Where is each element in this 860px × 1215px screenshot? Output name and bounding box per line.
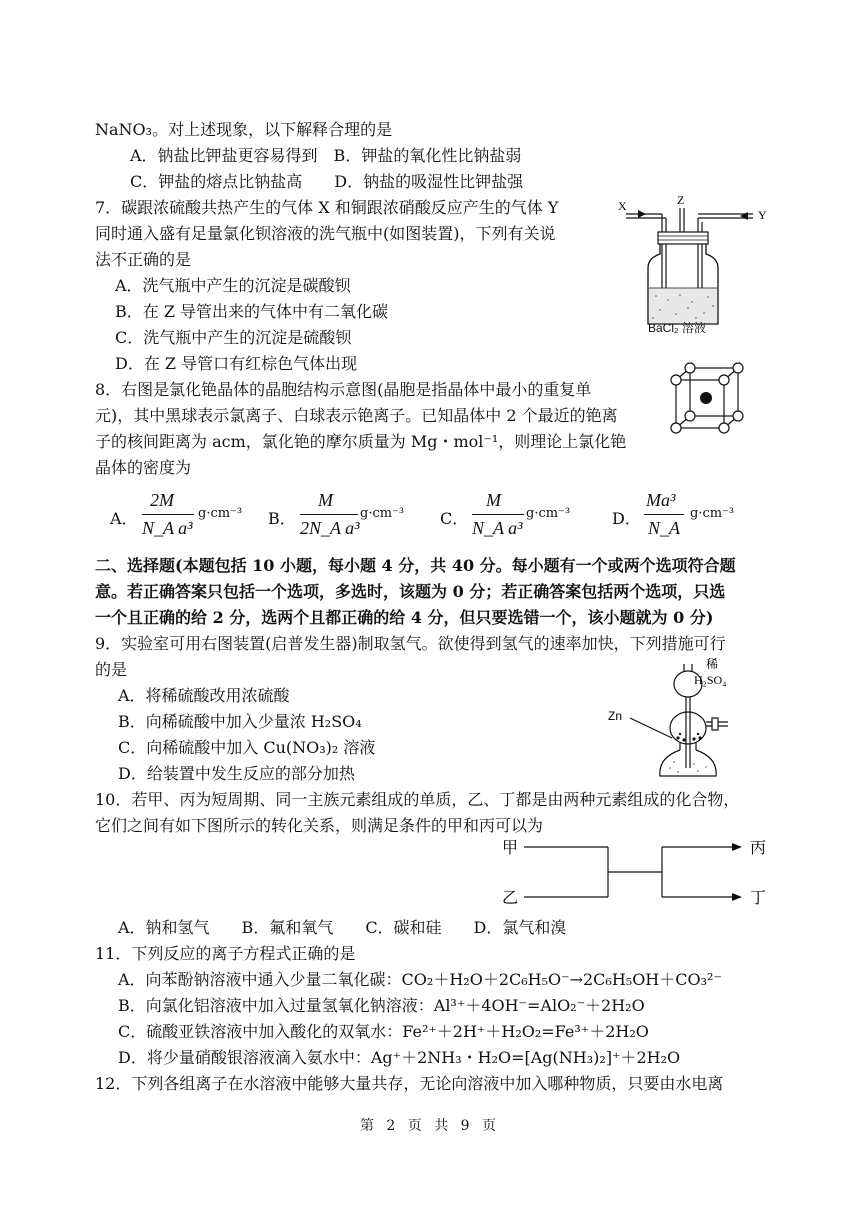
q8-option-a-unit: g·cm⁻³ — [198, 506, 243, 521]
q11-option-a: A．向苯酚钠溶液中通入少量二氧化碳：CO₂＋H₂O＋2C₆H₅O⁻→2C₆H₅OH＋CO₃²⁻ — [118, 970, 722, 989]
fig7-y-label: Y — [758, 208, 767, 222]
q8-option-c-den: N_A a³ — [472, 518, 523, 538]
q11-stem: 11．下列反应的离子方程式正确的是 — [95, 944, 356, 963]
q8-option-c-unit: g·cm⁻³ — [526, 506, 571, 521]
q8-option-c-num: M — [486, 490, 501, 510]
q9-stem-2: 的是 — [95, 660, 128, 679]
q8-option-c-label: C． — [440, 509, 469, 528]
q8-option-a-label: A． — [110, 509, 138, 528]
q8-stem-2: 元)，其中黑球表示氯离子、白球表示铯离子。已知晶体中 2 个最近的铯离 — [95, 406, 618, 425]
fig7-x-label: X — [618, 199, 627, 213]
q10-stem-2: 它们之间有如下图所示的转化关系，则满足条件的甲和丙可以为 — [95, 816, 544, 835]
fig7-caption: BaCl₂ 溶液 — [648, 321, 707, 335]
gas-washing-bottle-figure — [618, 193, 778, 336]
q6-options-cd: C．钾盐的熔点比钠盐高 D．钠盐的吸湿性比钾盐强 — [130, 172, 524, 191]
fig7-z-label: Z — [677, 193, 685, 207]
kipp-apparatus-figure — [608, 656, 768, 786]
cscl-unit-cell-figure — [668, 362, 748, 434]
q7-option-a: A．洗气瓶中产生的沉淀是碳酸钡 — [115, 276, 351, 295]
q6-tail: NaNO₃。对上述现象，以下解释合理的是 — [95, 120, 393, 139]
q8-stem-3: 子的核间距离为 acm，氯化铯的摩尔质量为 Mg・mol⁻¹，则理论上氯化铯 — [95, 432, 627, 451]
q10-options: A．钠和氢气 B．氟和氧气 C．碳和硅 D．氯气和溴 — [118, 918, 567, 937]
q9-option-d: D．给装置中发生反应的部分加热 — [118, 764, 355, 783]
fig9-acid-label-1: 稀 — [706, 657, 719, 671]
fig10-yi: 乙 — [502, 888, 519, 907]
fig9-zn-label: Zn — [608, 709, 623, 723]
q8-option-b-label: B． — [268, 509, 296, 528]
conversion-diagram-figure — [500, 836, 770, 908]
fig10-bing: 丙 — [750, 838, 767, 857]
q7-stem-2: 同时通入盛有足量氯化钡溶液的洗气瓶中(如图装置)，下列有关说 — [95, 224, 556, 243]
q6-options-ab: A．钠盐比钾盐更容易得到 B．钾盐的氧化性比钠盐弱 — [130, 146, 522, 165]
q8-option-d-num: Ma³ — [646, 490, 676, 510]
q7-stem-1: 7．碳跟浓硫酸共热产生的气体 X 和铜跟浓硝酸反应产生的气体 Y — [95, 198, 559, 217]
section-2-heading-3: 一个且正确的给 2 分，选两个且都正确的给 4 分，但只要选错一个，该小题就为 0 分) — [95, 608, 714, 627]
q12-stem: 12．下列各组离子在水溶液中能够大量共存，无论向溶液中加入哪种物质，只要由水电离 — [95, 1074, 724, 1093]
q8-option-a-num: 2M — [150, 490, 174, 510]
page-footer: 第 2 页 共 9 页 — [359, 1118, 501, 1134]
q8-option-b-unit: g·cm⁻³ — [360, 506, 405, 521]
q8-option-d-label: D． — [612, 509, 641, 528]
q8-option-b-num: M — [318, 490, 333, 510]
q11-option-d: D．将少量硝酸银溶液滴入氨水中：Ag⁺＋2NH₃・H₂O=[Ag(NH₃)₂]⁺＋2H₂O — [118, 1048, 681, 1067]
q8-stem-4: 晶体的密度为 — [95, 458, 192, 477]
section-2-heading-1: 二、选择题(本题包括 10 小题，每小题 4 分，共 40 分。每小题有一个或两个选项符合题 — [95, 556, 736, 575]
q9-option-c: C．向稀硫酸中加入 Cu(NO₃)₂ 溶液 — [118, 738, 376, 757]
q11-option-c: C．硫酸亚铁溶液中加入酸化的双氧水：Fe²⁺＋2H⁺＋H₂O₂=Fe³⁺＋2H₂O — [118, 1022, 649, 1041]
section-2-heading-2: 意。若正确答案只包括一个选项，多选时，该题为 0 分；若正确答案包括两个选项，只选 — [95, 582, 726, 601]
fig10-ding: 丁 — [750, 888, 767, 907]
q7-stem-3: 法不正确的是 — [95, 250, 192, 269]
fig9-acid-label-2: H₂SO₄ — [694, 673, 727, 687]
fig10-jia: 甲 — [502, 838, 519, 857]
q7-option-c: C．洗气瓶中产生的沉淀是硫酸钡 — [115, 328, 352, 347]
q7-option-d: D．在 Z 导管口有红棕色气体出现 — [115, 354, 358, 373]
q8-option-d-unit: g·cm⁻³ — [690, 506, 735, 521]
q8-stem-1: 8．右图是氯化铯晶体的晶胞结构示意图(晶胞是指晶体中最小的重复单 — [95, 380, 592, 399]
q10-stem-1: 10．若甲、丙为短周期、同一主族元素组成的单质，乙、丁都是由两种元素组成的化合物， — [95, 790, 740, 809]
q9-stem-1: 9．实验室可用右图装置(启普发生器)制取氢气。欲使得到氢气的速率加快，下列措施可行 — [95, 634, 726, 653]
q11-option-b: B．向氯化铝溶液中加入过量氢氧化钠溶液：Al³⁺＋4OH⁻=AlO₂⁻＋2H₂O — [118, 996, 645, 1015]
q7-option-b: B．在 Z 导管出来的气体中有二氧化碳 — [115, 302, 389, 321]
q8-option-a-den: N_A a³ — [142, 518, 193, 538]
q9-option-b: B．向稀硫酸中加入少量浓 H₂SO₄ — [118, 712, 362, 731]
q8-option-d-den: N_A — [648, 518, 681, 538]
q8-option-b-den: 2N_A a³ — [300, 518, 360, 538]
q9-option-a: A．将稀硫酸改用浓硫酸 — [118, 686, 290, 705]
